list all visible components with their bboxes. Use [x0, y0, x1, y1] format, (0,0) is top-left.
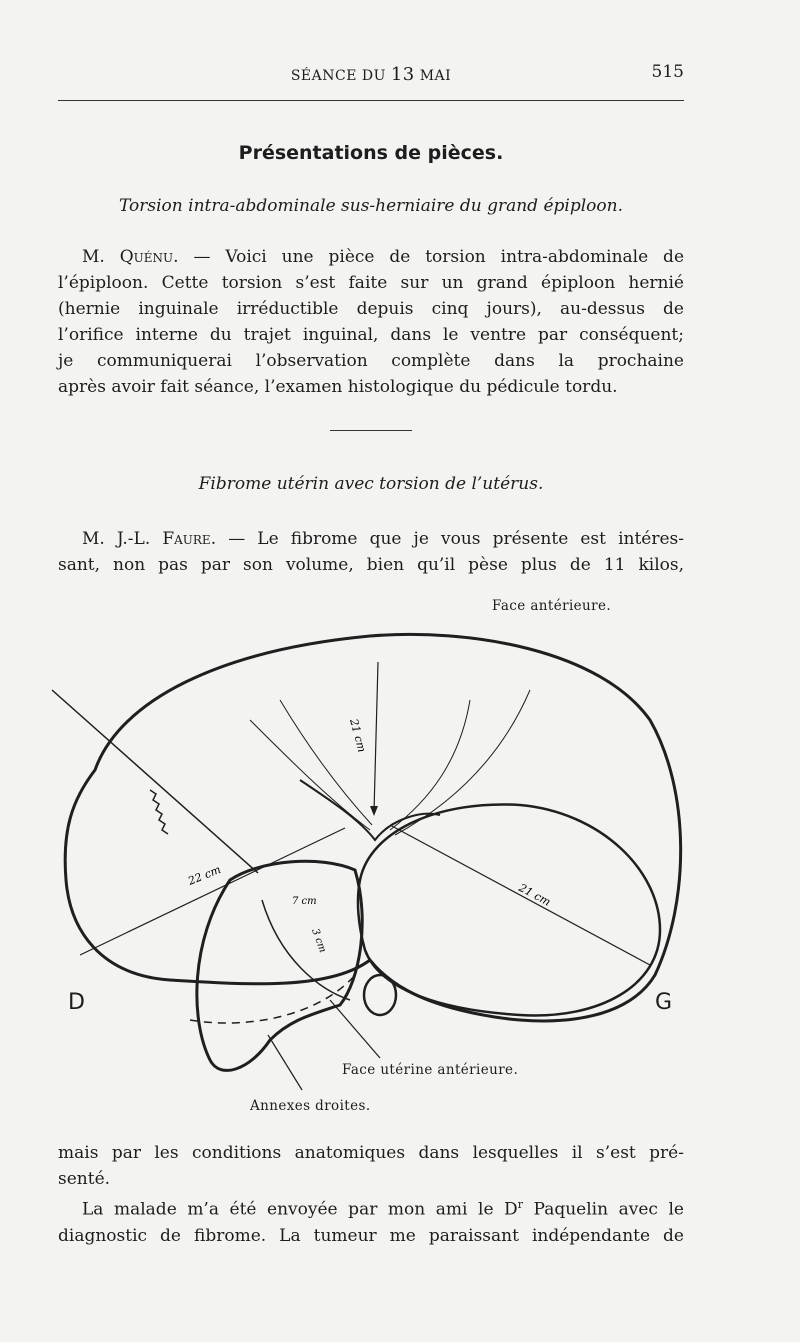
pointer-line-d	[52, 690, 258, 873]
separator-rule	[330, 430, 412, 431]
caption-uterine-face: Face utérine antérieure.	[342, 1062, 519, 1078]
measure-label-top: 21 cm	[347, 717, 369, 754]
article1-title: Torsion intra-abdominale sus-herniaire du grand épiploon.	[119, 196, 623, 216]
right-annexe	[364, 975, 396, 1015]
speaker-faure: M. J.-L. Faure.	[82, 529, 217, 549]
measure-label-left: 22 cm	[186, 862, 223, 888]
measure-label-right: 21 cm	[516, 881, 553, 909]
uterus	[197, 861, 362, 1070]
section-title: Présentations de pièces.	[238, 142, 504, 164]
speaker-quenu: M. Quénu.	[82, 247, 179, 267]
measure-line-top	[374, 662, 378, 812]
pointer-annexes	[268, 1035, 302, 1090]
measure-label-small-2: 3 cm	[309, 927, 328, 955]
measure-line-right	[390, 825, 650, 965]
article1-body: M. Quénu. — Voici une pièce de torsion intra-abdominale de l’épiploon. Cette torsion s’est faite sur un grand épiploon hernié (hernie inguinale irréductible depuis cinq jours), au-dessus de l’orifice interne du trajet inguinal, dans le ventre par conséquent; je communiquerai l’observation complète dans la prochaine après avoir fait séance, l’examen histologique du pédicule tordu.	[58, 247, 685, 397]
figure-caption-top: Face antérieure.	[492, 598, 612, 614]
running-header	[58, 58, 684, 88]
fibroid-illustration	[0, 620, 800, 1100]
continuation-body: mais par les conditions anatomiques dans lesquelles il s’est pré- senté. La malade m’a été envoyée par mon ami le $D^r$ Paquelin avec le diagnostic de fibrome. La tumeur me paraissant indépendante de	[58, 1143, 684, 1246]
header-rule	[58, 100, 684, 101]
caption-right-annexes: Annexes droites.	[250, 1098, 371, 1114]
header-title: SÉANCE DU 13 MAI	[290, 64, 452, 85]
pointer-uterine	[330, 1000, 380, 1058]
page-number: 515	[651, 62, 684, 82]
measure-line-left	[80, 828, 345, 955]
figure-label-g: G	[655, 990, 673, 1015]
figure-label-d: D	[68, 990, 85, 1015]
measure-label-small-1: 7 cm	[292, 896, 317, 907]
arrowhead-top	[370, 806, 378, 816]
article2-title: Fibrome utérin avec torsion de l’utérus.	[198, 474, 544, 494]
article2-body: M. J.-L. Faure. — Le fibrome que je vous présente est intéres- sant, non pas par son volume, bien qu’il pèse plus de 11 kilos,	[58, 529, 685, 575]
right-lobe	[358, 804, 660, 1015]
